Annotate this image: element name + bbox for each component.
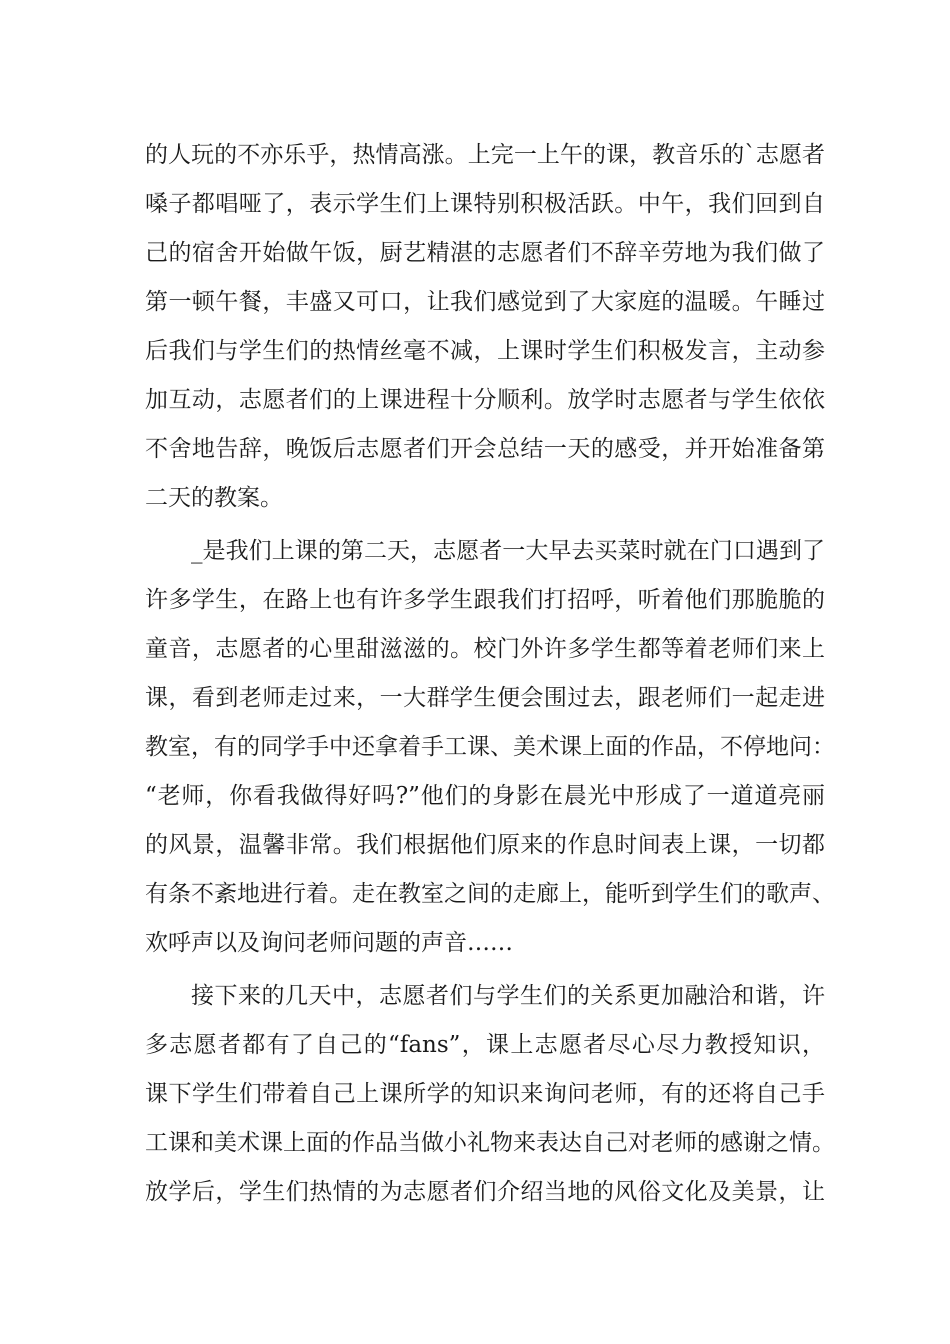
- paragraph: [145, 527, 835, 968]
- paragraph: [145, 972, 835, 1217]
- text-line: 多志愿者都有了自己的“fans”，课上志愿者尽心尽力教授知识，: [145, 1032, 825, 1058]
- text-line: 许多学生，在路上也有许多学生跟我们打招呼，听着他们那脆脆的: [145, 587, 825, 613]
- body-text: [145, 131, 835, 1217]
- text-line: 课，看到老师走过来，一大群学生便会围过去，跟老师们一起走进: [145, 685, 825, 711]
- text-line: 教室，有的同学手中还拿着手工课、美术课上面的作品，不停地问：: [145, 734, 835, 760]
- text-line: “老师，你看我做得好吗?”他们的身影在晨光中形成了一道道亮丽: [145, 783, 825, 809]
- text-line: 接下来的几天中，志愿者们与学生们的关系更加融洽和谐，许: [191, 983, 825, 1009]
- text-line: 己的宿舍开始做午饭，厨艺精湛的志愿者们不辞辛劳地为我们做了: [145, 240, 825, 266]
- text-line: 加互动，志愿者们的上课进程十分顺利。放学时志愿者与学生依依: [145, 387, 825, 413]
- text-line: 有条不紊地进行着。走在教室之间的走廊上，能听到学生们的歌声、: [145, 881, 835, 907]
- text-line: 的风景，温馨非常。我们根据他们原来的作息时间表上课，一切都: [145, 832, 825, 858]
- paragraph: [145, 131, 825, 523]
- text-line: 第一顿午餐，丰盛又可口，让我们感觉到了大家庭的温暖。午睡过: [145, 289, 825, 315]
- text-line: 放学后，学生们热情的为志愿者们介绍当地的风俗文化及美景，让: [145, 1179, 825, 1205]
- text-line: 嗓子都唱哑了，表示学生们上课特别积极活跃。中午，我们回到自: [145, 191, 825, 217]
- text-line: 的人玩的不亦乐乎，热情高涨。上完一上午的课，教音乐的`志愿者: [145, 142, 825, 168]
- text-line: 二天的教案。: [145, 485, 283, 511]
- text-line: 课下学生们带着自己上课所学的知识来询问老师，有的还将自己手: [145, 1081, 825, 1107]
- text-line: 童音，志愿者的心里甜滋滋的。校门外许多学生都等着老师们来上: [145, 636, 825, 662]
- text-line: _是我们上课的第二天，志愿者一大早去买菜时就在门口遇到了: [191, 538, 825, 564]
- text-line: 后我们与学生们的热情丝毫不减，上课时学生们积极发言，主动参: [145, 338, 825, 364]
- text-line: 欢呼声以及询问老师问题的声音……: [145, 930, 513, 956]
- text-line: 不舍地告辞，晚饭后志愿者们开会总结一天的感受，并开始准备第: [145, 436, 825, 462]
- text-line: 工课和美术课上面的作品当做小礼物来表达自己对老师的感谢之情。: [145, 1130, 835, 1156]
